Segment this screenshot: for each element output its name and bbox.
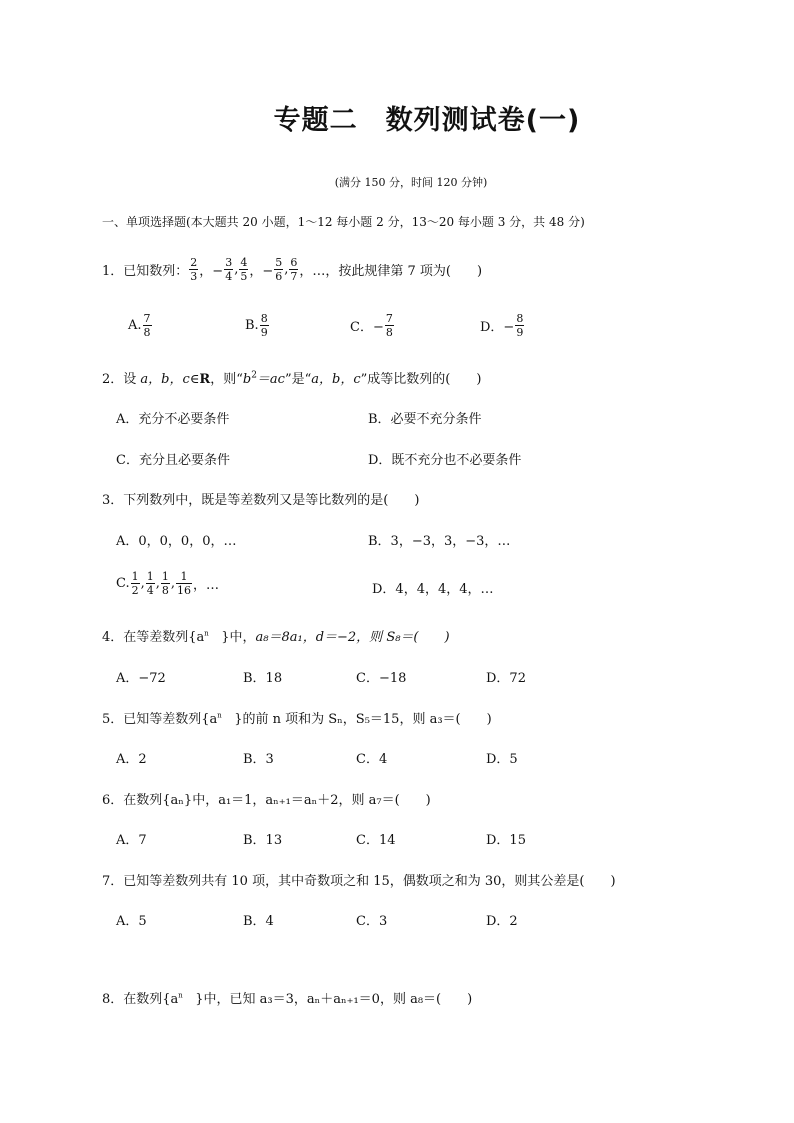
- q5-option-a[interactable]: A．2: [116, 752, 147, 767]
- question-5: 5．已知等差数列{$a^n$ }的前 n 项和为 Sₙ，S₅＝15，则 a₃＝( ): [102, 711, 492, 727]
- q4-option-a[interactable]: A．−72: [116, 671, 166, 686]
- question-4: 4．在等差数列{$a^n$ }中，a₈＝8a₁，d＝−2，则 S₈＝( ): [102, 629, 450, 645]
- q4-option-b[interactable]: B．18: [243, 671, 283, 686]
- q6-option-a[interactable]: A．7: [116, 833, 147, 848]
- section-heading: 一、单项选择题(本大题共 20 小题，1～12 每小题 2 分，13～20 每小题 3 分，共 48 分): [102, 215, 585, 229]
- q3-option-b[interactable]: B．3，−3，3，−3，…: [368, 534, 511, 549]
- q1-frac-5: $\frac{6}{7}$: [290, 256, 298, 283]
- q5-option-b[interactable]: B．3: [243, 752, 274, 767]
- q3-option-d[interactable]: D．4，4，4，4，…: [372, 582, 494, 597]
- q1-option-a[interactable]: A. $\frac{7}{8}$: [128, 312, 151, 339]
- q1-option-b[interactable]: B. $\frac{8}{9}$: [245, 312, 268, 339]
- q3-option-a[interactable]: A．0，0，0，0，…: [116, 534, 237, 549]
- q1-frac-2: $\frac{3}{4}$: [225, 256, 233, 283]
- q6-option-d[interactable]: D．15: [486, 833, 526, 848]
- q2-option-c[interactable]: C．充分且必要条件: [116, 453, 230, 468]
- exam-info: (满分 150 分，时间 120 分钟): [334, 176, 488, 189]
- q7-option-b[interactable]: B．4: [243, 914, 274, 929]
- q5-option-d[interactable]: D．5: [486, 752, 518, 767]
- q4-option-d[interactable]: D．72: [486, 671, 526, 686]
- q5-option-c[interactable]: C．4: [356, 752, 388, 767]
- q1-frac-1: $\frac{2}{3}$: [190, 256, 198, 283]
- q4-option-c[interactable]: C．−18: [356, 671, 407, 686]
- q2-option-b[interactable]: B．必要不充分条件: [368, 412, 482, 427]
- page-title: 专题二 数列测试卷(一): [273, 105, 581, 136]
- q2-option-d[interactable]: D．既不充分也不必要条件: [368, 453, 522, 468]
- q7-option-c[interactable]: C．3: [356, 914, 388, 929]
- question-2: 2．设 a，b，c∈R，则“$b^2=ac$”是“a，b，c”成等比数列的( ): [102, 370, 482, 387]
- q2-option-a[interactable]: A．充分不必要条件: [116, 412, 230, 427]
- q6-option-b[interactable]: B．13: [243, 833, 283, 848]
- question-3: 3．下列数列中，既是等差数列又是等比数列的是( ): [102, 493, 420, 508]
- q1-option-c[interactable]: C．− $\frac{7}{8}$: [350, 312, 393, 339]
- question-1: 1．已知数列： $\frac{2}{3}$ ，− $\frac{3}{4}$ , $\frac{4}{5}$ ，− $\frac{5}{6}$ , $\frac{6}{7}$ ，…，按此规律第 7 项为( ): [102, 256, 483, 283]
- q1-frac-3: $\frac{4}{5}$: [240, 256, 248, 283]
- question-7: 7．已知等差数列共有 10 项，其中奇数项之和 15，偶数项之和为 30，则其公差是( ): [102, 874, 616, 889]
- question-6: 6．在数列{aₙ}中，a₁＝1，aₙ₊₁＝aₙ＋2，则 a₇＝( ): [102, 793, 431, 808]
- question-8: 8．在数列{$a^n$ }中，已知 a₃＝3，aₙ＋aₙ₊₁＝0，则 a₈＝( ): [102, 991, 473, 1007]
- q1-prefix: 1．已知数列：: [102, 264, 189, 279]
- q7-option-d[interactable]: D．2: [486, 914, 518, 929]
- q7-option-a[interactable]: A．5: [116, 914, 147, 929]
- q6-option-c[interactable]: C．14: [356, 833, 396, 848]
- q1-option-d[interactable]: D．− $\frac{8}{9}$: [480, 312, 524, 339]
- q1-frac-4: $\frac{5}{6}$: [275, 256, 283, 283]
- q3-option-c[interactable]: C. $\frac{1}{2}$ , $\frac{1}{4}$ , $\frac{1}{8}$ , $\frac{1}{16}$ ，…: [116, 570, 220, 597]
